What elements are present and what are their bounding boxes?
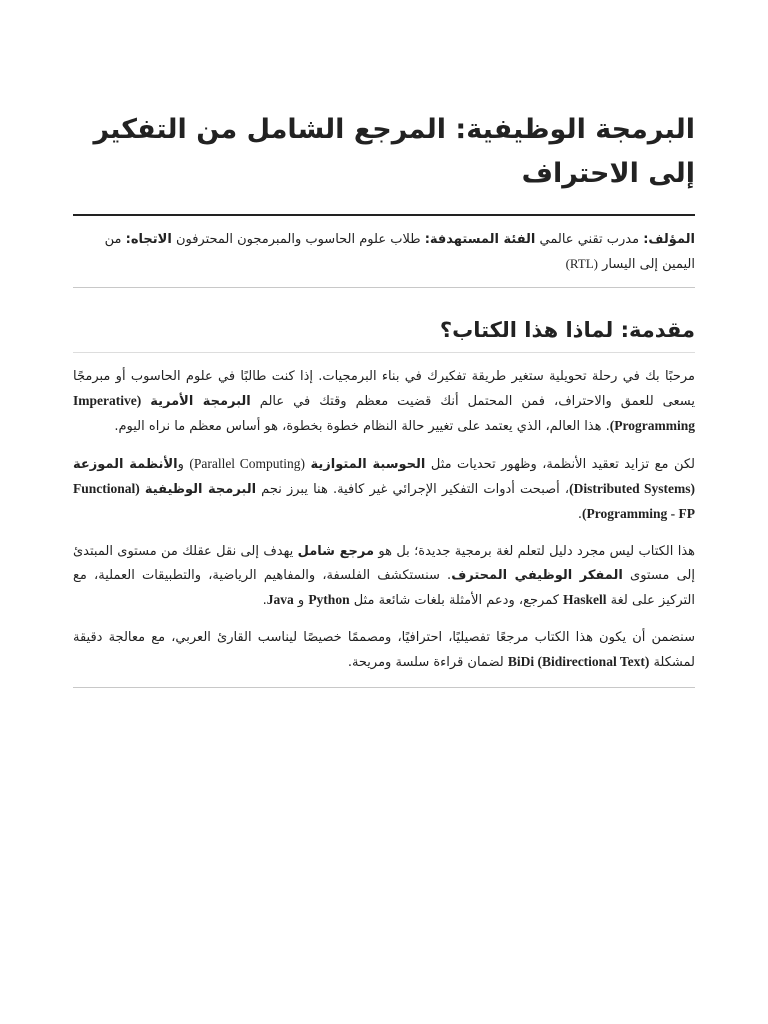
p2-text-4: . bbox=[577, 507, 583, 522]
parallel-computing-latin: (Parallel Computing) bbox=[189, 456, 306, 471]
p3-text-6: . bbox=[262, 593, 267, 608]
p1-text-2: . هذا العالم، الذي يعتمد على تغيير حالة النظام خطوة بخطوة، هو أساس معظم ما نراه اليوم. bbox=[114, 419, 610, 434]
p3-text-3: . سنستكشف الفلسفة، والمفاهيم الرياضية، والتطبيقات العملية، مع التركيز على لغة bbox=[73, 568, 695, 608]
p2-text-2: و bbox=[177, 457, 190, 472]
author-label: المؤلف: bbox=[643, 232, 695, 247]
p2-text-3: ، أصبحت أدوات التفكير الإجرائي غير كافية. هنا يبرز نجم bbox=[256, 482, 570, 497]
functional-thinker-term: المفكر الوظيفي المحترف bbox=[451, 568, 623, 583]
p4-text-2: لضمان قراءة سلسة ومريحة. bbox=[347, 655, 508, 670]
parallel-computing-term: الحوسبة المتوازية bbox=[310, 457, 426, 472]
section-end-divider bbox=[73, 687, 695, 688]
document-title: البرمجة الوظيفية: المرجع الشامل من التفكير إلى الاحتراف bbox=[93, 114, 695, 189]
direction-code: (RTL) bbox=[565, 256, 599, 271]
p3-text-2: يهدف إلى نقل عقلك من مستوى المبتدئ إلى مستوى bbox=[73, 544, 695, 583]
p4-text-1: سنضمن أن يكون هذا الكتاب مرجعًا تفصيليًا، احترافيًا، ومصممًا خصيصًا ليناسب القارئ العربي، مع معالجة دقيقة لمشكلة bbox=[73, 630, 695, 670]
p1-text-1: مرحبًا بك في رحلة تحويلية ستغير طريقة تفكيرك في بناء البرمجيات. إذا كنت طالبًا في علوم الحاسوب أو مبرمجًا يسعى للعمق والاحتراف، فمن المحتمل أنك قضيت معظم وقتك في عالم bbox=[73, 369, 695, 409]
intro-paragraph-4 bbox=[73, 626, 695, 675]
bidi-term: BiDi (Bidirectional Text) bbox=[507, 654, 650, 669]
distributed-systems-term: الأنظمة الموزعة bbox=[73, 457, 178, 472]
python-term: Python bbox=[308, 592, 350, 607]
direction-label: الاتجاه: bbox=[125, 232, 172, 247]
meta-divider bbox=[73, 287, 695, 288]
document-page bbox=[73, 108, 695, 688]
section-heading-divider bbox=[73, 352, 695, 353]
title-divider bbox=[73, 214, 695, 216]
imperative-programming-latin: (Imperative Programming) bbox=[73, 393, 695, 433]
p3-text-1: هذا الكتاب ليس مجرد دليل لتعلم لغة برمجية جديدة؛ بل هو bbox=[374, 544, 696, 559]
intro-paragraph-2 bbox=[73, 452, 695, 527]
p2-text-1: لكن مع تزايد تعقيد الأنظمة، وظهور تحديات مثل bbox=[425, 457, 695, 472]
p3-text-4: كمرجع، ودعم الأمثلة بلغات شائعة مثل bbox=[349, 593, 564, 608]
java-term: Java bbox=[266, 592, 294, 607]
imperative-programming-term: البرمجة الأمرية bbox=[150, 394, 251, 409]
document-meta bbox=[73, 228, 695, 277]
audience-value: طلاب علوم الحاسوب والمبرمجون المحترفون bbox=[175, 232, 421, 247]
functional-programming-latin: (Functional Programming - FP) bbox=[73, 481, 695, 521]
functional-programming-term: البرمجة الوظيفية bbox=[144, 482, 257, 497]
author-value: مدرب تقني عالمي bbox=[539, 232, 640, 247]
audience-label: الفئة المستهدفة: bbox=[424, 232, 536, 247]
distributed-systems-latin: (Distributed Systems) bbox=[569, 481, 695, 496]
section-heading: مقدمة: لماذا هذا الكتاب؟ bbox=[439, 318, 695, 342]
comprehensive-reference-term: مرجع شامل bbox=[297, 544, 375, 559]
haskell-term: Haskell bbox=[563, 592, 607, 607]
direction-value: من اليمين إلى اليسار bbox=[104, 232, 695, 272]
intro-paragraph-1 bbox=[73, 365, 695, 439]
intro-paragraph-3 bbox=[73, 540, 695, 613]
p3-text-5: و bbox=[293, 593, 309, 608]
